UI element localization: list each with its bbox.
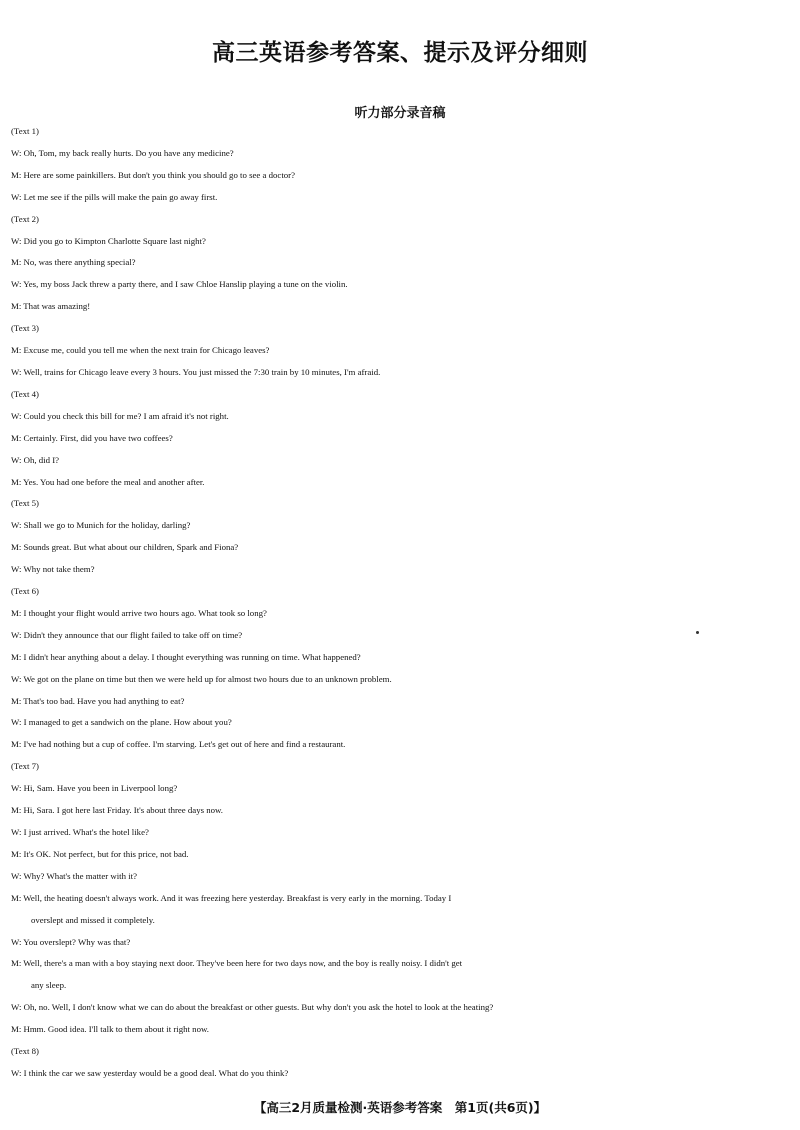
text-heading: (Text 2) (11, 213, 39, 224)
dialogue-line: W: Well, trains for Chicago leave every 3 hours. You just missed the 7:30 train by 10 minutes, I'm afraid. (11, 366, 381, 377)
text-heading: (Text 4) (11, 388, 39, 399)
dialogue-line: M: Sounds great. But what about our children, Spark and Fiona? (11, 542, 239, 553)
dialogue-line-continued: overslept and missed it completely. (31, 914, 155, 925)
dialogue-line: W: We got on the plane on time but then we were held up for almost two hours due to an unknown problem. (11, 673, 392, 684)
dialogue-line: W: Yes, my boss Jack threw a party there, and I saw Chloe Hanslip playing a tune on the violin. (11, 279, 348, 290)
dialogue-line: W: You overslept? Why was that? (11, 936, 131, 947)
dialogue-line: W: I think the car we saw yesterday would be a good deal. What do you think? (11, 1067, 289, 1078)
dialogue-line: W: I managed to get a sandwich on the plane. How about you? (11, 717, 232, 728)
page-footer: 【高三2月质量检测·英语参考答案 第1页(共6页)】 (253, 1100, 547, 1115)
dialogue-line: W: Why not take them? (11, 564, 95, 575)
text-heading: (Text 1) (11, 126, 39, 136)
dialogue-line: M: Here are some painkillers. But don't you think you should go to see a doctor? (11, 169, 296, 180)
dialogue-line: M: I've had nothing but a cup of coffee. I'm starving. Let's get out of here and find a restaurant. (11, 739, 346, 750)
dialogue-line-continued: any sleep. (31, 980, 67, 991)
scan-corner-mark (720, 1094, 778, 1118)
dialogue-line: M: That's too bad. Have you had anything to eat? (11, 695, 185, 706)
dialogue-line: W: Didn't they announce that our flight failed to take off on time? (11, 629, 243, 640)
dialogue-line: M: I didn't hear anything about a delay. I thought everything was running on time. What happened? (11, 651, 361, 662)
text-heading: (Text 7) (11, 761, 39, 772)
dialogue-line: M: No, was there anything special? (11, 257, 136, 268)
dialogue-line: M: Certainly. First, did you have two coffees? (11, 432, 173, 443)
dialogue-line: M: Excuse me, could you tell me when the next train for Chicago leaves? (11, 345, 270, 356)
dialogue-line: W: Oh, did I? (11, 454, 60, 465)
text-heading: (Text 3) (11, 323, 39, 334)
dialogue-line: W: Let me see if the pills will make the pain go away first. (11, 191, 218, 202)
text-heading: (Text 5) (11, 498, 39, 509)
dialogue-line: M: Hmm. Good idea. I'll talk to them about it right now. (11, 1024, 209, 1035)
dialogue-line: W: Could you check this bill for me? I am afraid it's not right. (11, 410, 229, 421)
dialogue-line: M: It's OK. Not perfect, but for this price, not bad. (11, 848, 189, 859)
text-heading: (Text 6) (11, 586, 39, 597)
text-heading: (Text 8) (11, 1046, 39, 1057)
dialogue-line: W: Why? What's the matter with it? (11, 870, 138, 881)
page-title: 高三英语参考答案、提示及评分细则 (212, 40, 588, 66)
dialogue-line: W: Did you go to Kimpton Charlotte Square last night? (11, 235, 206, 246)
scan-speck (696, 631, 699, 634)
dialogue-line: M: That was amazing! (11, 301, 91, 312)
dialogue-line: M: Well, the heating doesn't always work. And it was freezing here yesterday. Breakfast is very early in the morning. Today I (11, 892, 452, 903)
dialogue-line: M: I thought your flight would arrive two hours ago. What took so long? (11, 607, 267, 618)
dialogue-line: M: Yes. You had one before the meal and another after. (11, 476, 205, 487)
dialogue-line: M: Well, there's a man with a boy staying next door. They've been here for two days now, and the boy is really noisy. I didn't get (11, 958, 463, 969)
dialogue-line: W: Oh, Tom, my back really hurts. Do you have any medicine? (11, 147, 234, 158)
dialogue-line: W: Hi, Sam. Have you been in Liverpool long? (11, 783, 178, 794)
transcript-body (11, 121, 791, 1085)
dialogue-line: W: Shall we go to Munich for the holiday, darling? (11, 520, 191, 531)
dialogue-line: W: Oh, no. Well, I don't know what we can do about the breakfast or other guests. But why don't you ask the hotel to look at the heating? (11, 1002, 494, 1013)
section-subtitle: 听力部分录音稿 (354, 106, 446, 121)
dialogue-line: M: Hi, Sara. I got here last Friday. It's about three days now. (11, 805, 224, 816)
dialogue-line: W: I just arrived. What's the hotel like? (11, 827, 149, 837)
